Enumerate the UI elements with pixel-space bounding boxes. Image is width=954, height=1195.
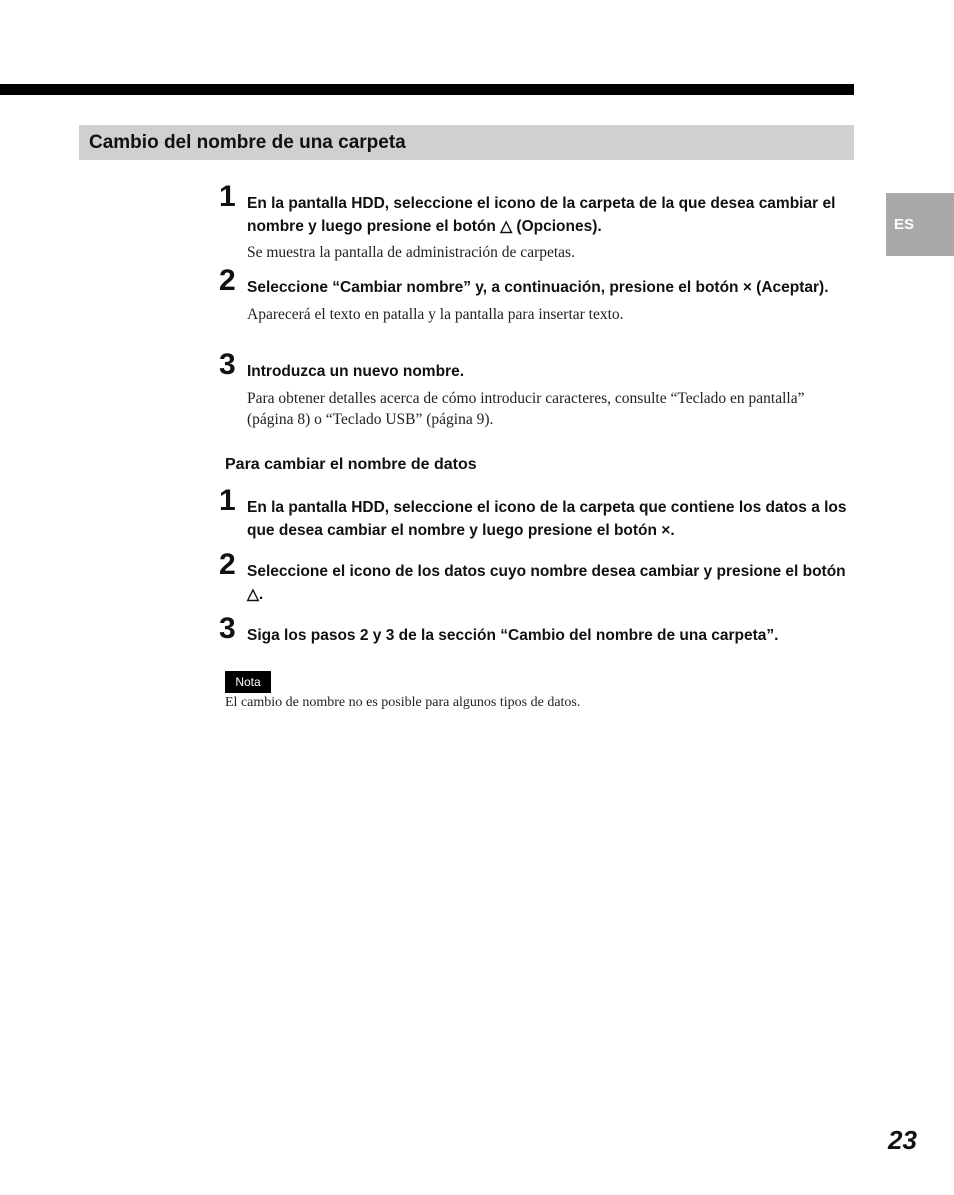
folder-step-2: [219, 264, 854, 325]
step-number: 2: [219, 548, 236, 581]
step-title: En la pantalla HDD, seleccione el icono de la carpeta que contiene los datos a los que desea cambiar el nombre y luego presione el botón ×.: [247, 499, 847, 539]
step-title: Siga los pasos 2 y 3 de la sección “Cambio del nombre de una carpeta”.: [247, 627, 779, 644]
step-number: 2: [219, 264, 236, 297]
step-number: 1: [219, 484, 236, 517]
step-number: 3: [219, 612, 236, 645]
step-number: 3: [219, 348, 236, 381]
step-title: Seleccione el icono de los datos cuyo nombre desea cambiar y presione el botón △.: [247, 563, 846, 603]
note-badge: Nota: [225, 671, 271, 693]
section-title: Cambio del nombre de una carpeta: [79, 125, 854, 160]
folder-step-1: [219, 180, 854, 263]
data-step-1: [219, 484, 854, 542]
data-step-2: [219, 548, 854, 606]
step-description: Aparecerá el texto en patalla y la pantalla para insertar texto.: [247, 305, 624, 323]
step-title: Introduzca un nuevo nombre.: [247, 363, 465, 380]
language-tab: ES: [886, 193, 954, 256]
folder-step-3: [219, 348, 854, 430]
step-title: Seleccione “Cambiar nombre” y, a continuación, presione el botón × (Aceptar).: [247, 279, 829, 296]
step-number: 1: [219, 180, 236, 213]
step-title: En la pantalla HDD, seleccione el icono de la carpeta de la que desea cambiar el nombre y luego presione el botón △ (Opciones).: [247, 195, 836, 235]
note-text: El cambio de nombre no es posible para algunos tipos de datos.: [225, 695, 581, 710]
top-rule: [0, 84, 854, 95]
step-description: Para obtener detalles acerca de cómo introducir caracteres, consulte “Teclado en pantalla” (página 8) o “Teclado USB” (página 9).: [247, 389, 805, 428]
page-number: 23: [888, 1125, 917, 1155]
data-step-3: [219, 612, 854, 648]
data-subheading: Para cambiar el nombre de datos: [225, 456, 477, 473]
step-description: Se muestra la pantalla de administración de carpetas.: [247, 244, 575, 261]
